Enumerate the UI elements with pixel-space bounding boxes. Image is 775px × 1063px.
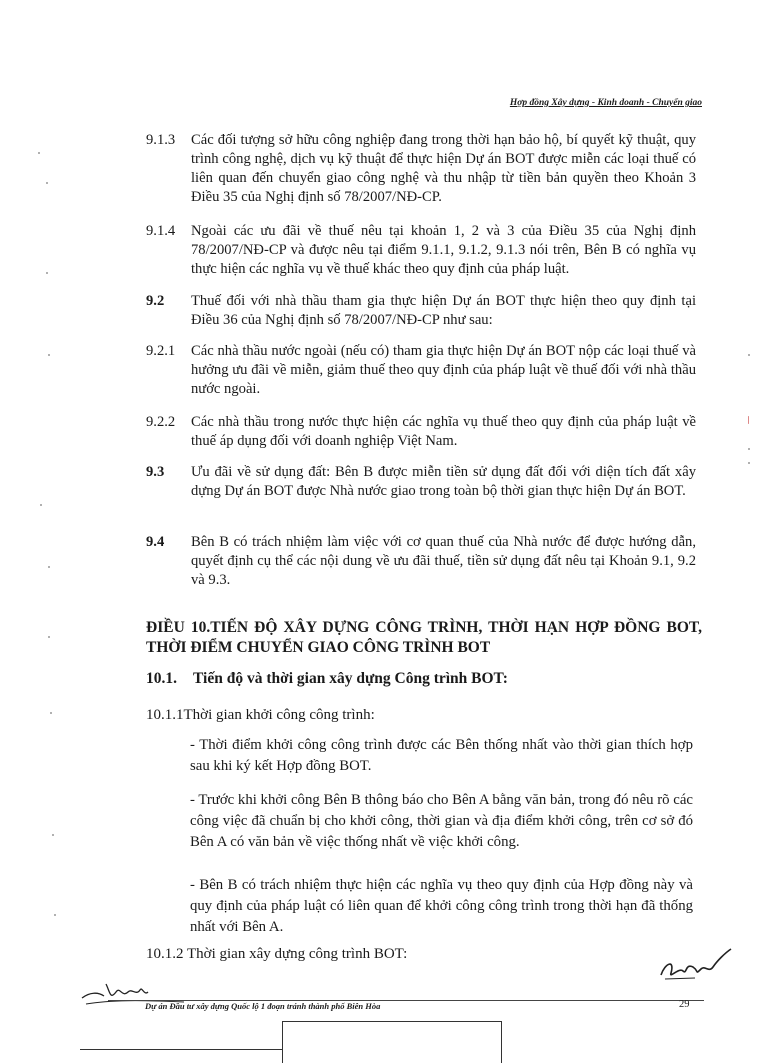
scan-speck	[52, 834, 54, 836]
scan-speck	[748, 416, 749, 424]
dash-paragraph: - Bên B có trách nhiệm thực hiện các nghĩa vụ theo quy định của Hợp đồng này và quy định của pháp luật có liên quan để khởi công công trình trong thời hạn đã thống nhất với Bên A.	[190, 877, 693, 935]
footer-project: Dự án Đầu tư xây dựng Quốc lộ 1 đoạn tránh thành phố Biên Hòa	[145, 1001, 381, 1011]
document-header: Hợp đồng Xây dựng - Kinh doanh - Chuyển giao	[509, 98, 702, 108]
clause-number: 9.2.2	[146, 414, 176, 430]
scan-speck	[48, 566, 50, 568]
scan-speck	[50, 712, 52, 714]
scan-frame	[282, 1021, 502, 1063]
dash-paragraph: - Thời điểm khởi công công trình được các Bên thống nhất vào thời gian thích hợp sau khi ký kết Hợp đồng BOT.	[190, 737, 693, 774]
clause-number: 9.4	[146, 534, 165, 550]
clause-text: Các nhà thầu trong nước thực hiện các nghĩa vụ thuế theo quy định của pháp luật về thuế áp dụng đối với doanh nghiệp Việt Nam.	[191, 414, 696, 449]
scan-speck	[748, 448, 750, 450]
clause-text: Các nhà thầu nước ngoài (nếu có) tham gia thực hiện Dự án BOT nộp các loại thuế và hưởng ưu đãi về miễn, giảm thuế theo quy định của pháp luật về thuế đối với nhà thầu nước ngoài.	[191, 343, 696, 397]
section-number: 10.1.	[146, 670, 177, 687]
clause-number: 9.2	[146, 293, 165, 309]
signature-icon	[655, 945, 735, 985]
scan-speck	[748, 354, 750, 356]
article-heading: ĐIỀU 10.TIẾN ĐỘ XÂY DỰNG CÔNG TRÌNH, THỜI HẠN HỢP ĐỒNG BOT, THỜI ĐIỂM CHUYỂN GIAO CÔNG TRÌNH BOT	[146, 619, 702, 656]
clause-text: Thuế đối với nhà thầu tham gia thực hiện Dự án BOT thực hiện theo quy định tại Điều 36 của Nghị định số 78/2007/NĐ-CP như sau:	[191, 293, 696, 328]
scan-speck	[748, 462, 750, 464]
scan-line	[80, 1049, 283, 1050]
scan-speck	[40, 504, 42, 506]
item-heading: 10.1.2 Thời gian xây dựng công trình BOT:	[146, 946, 408, 962]
scan-speck	[48, 354, 50, 356]
dash-paragraph: - Trước khi khởi công Bên B thông báo cho Bên A bằng văn bản, trong đó nêu rõ các công việc đã chuẩn bị cho khởi công, thời gian và địa điểm khởi công, trên cơ sở đó Bên A có văn bản về việc thống nhất về việc khởi công.	[190, 792, 693, 850]
scan-speck	[46, 272, 48, 274]
scan-speck	[38, 152, 40, 154]
item-heading: 10.1.1Thời gian khởi công công trình:	[146, 707, 375, 723]
scan-speck	[46, 182, 48, 184]
clause-number: 9.1.4	[146, 223, 176, 239]
clause-text: Ưu đãi về sử dụng đất: Bên B được miễn tiền sử dụng đất đối với diện tích đất xây dựng Dự án BOT được Nhà nước giao trong toàn bộ thời gian thực hiện Dự án BOT.	[191, 464, 696, 499]
scan-speck	[54, 914, 56, 916]
clause-text: Các đối tượng sở hữu công nghiệp đang trong thời hạn bảo hộ, bí quyết kỹ thuật, quy trình công nghệ, dịch vụ kỹ thuật để thực hiện Dự án BOT được miễn các loại thuế có liên quan đến chuyển giao công nghệ và thu nhập từ tiền bản quyền theo Khoản 3 Điều 35 của Nghị định số 78/2007/NĐ-CP.	[191, 132, 696, 205]
scan-speck	[48, 636, 50, 638]
page-number: 29	[679, 999, 690, 1010]
section-title: Tiến độ và thời gian xây dựng Công trình BOT:	[193, 670, 508, 687]
clause-text: Bên B có trách nhiệm làm việc với cơ quan thuế của Nhà nước để được hướng dẫn, quyết định cụ thể các nội dung về ưu đãi thuế, tiền sử dụng đất nêu tại Khoản 9.1, 9.2 và 9.3.	[191, 534, 696, 588]
clause-number: 9.1.3	[146, 132, 176, 148]
clause-number: 9.2.1	[146, 343, 176, 359]
clause-number: 9.3	[146, 464, 165, 480]
clause-text: Ngoài các ưu đãi về thuế nêu tại khoản 1, 2 và 3 của Điều 35 của Nghị định 78/2007/NĐ-CP và được nêu tại điểm 9.1.1, 9.1.2, 9.1.3 nói trên, Bên B có nghĩa vụ thực hiện các nghĩa vụ về thuế khác theo quy định của pháp luật.	[191, 223, 696, 277]
